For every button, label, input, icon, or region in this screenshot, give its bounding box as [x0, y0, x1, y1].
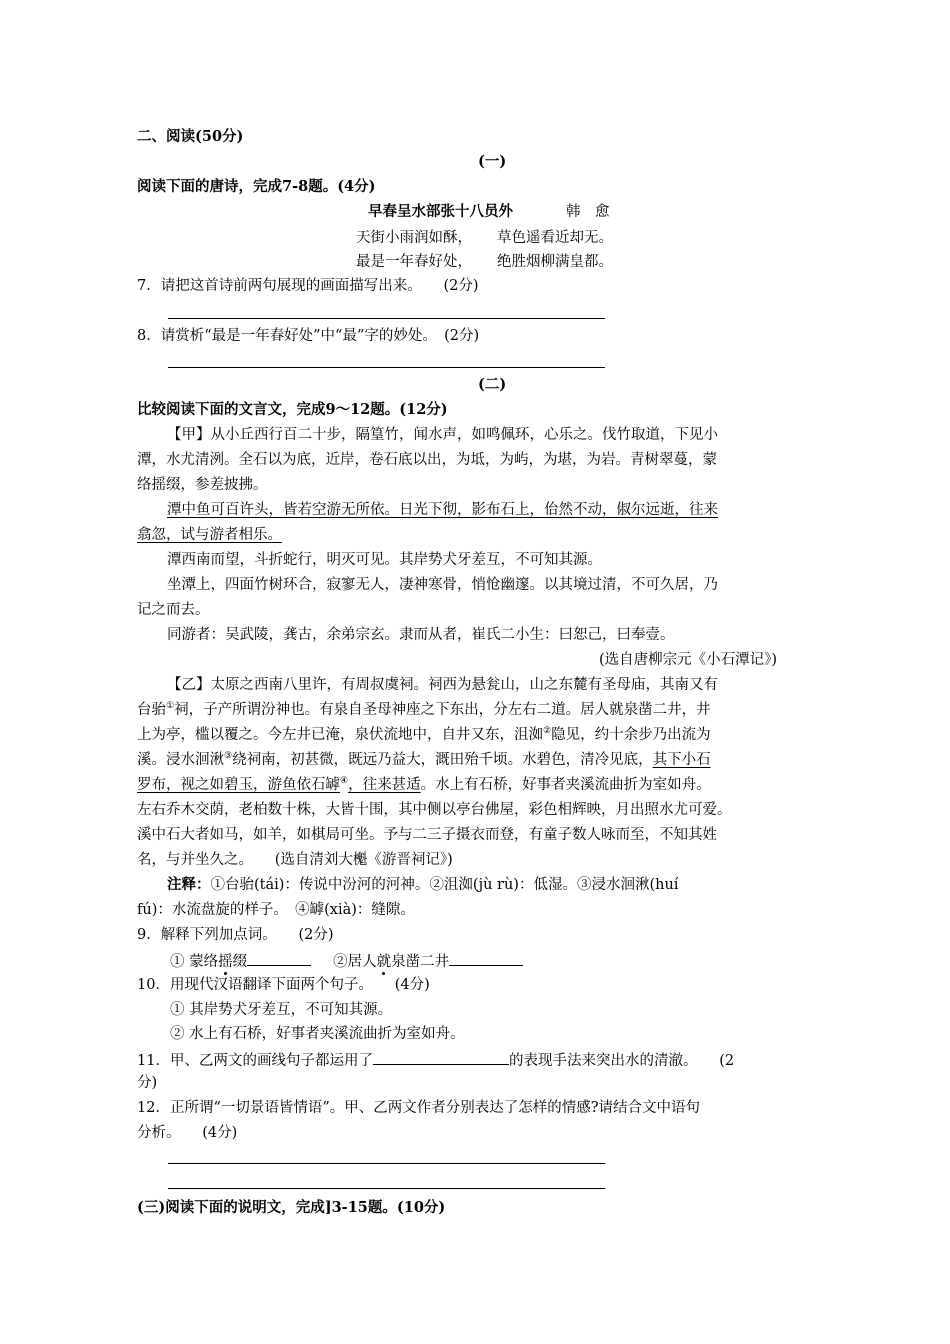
section-heading: 二、阅读(50分) [137, 128, 244, 145]
question-12-cont: 分析。 (4分) [137, 1125, 238, 1141]
q9-blank-1[interactable] [247, 950, 311, 966]
answer-line-8[interactable] [168, 367, 605, 368]
question-12: 12．正所谓“一切景语皆情语”。甲、乙两文作者分别表达了怎样的情感?请结合文中语句 [137, 1100, 701, 1116]
note-ref-3: ③ [224, 751, 233, 762]
q9-dotted-word-1: 摇 [218, 954, 233, 970]
jia-line-7: 坐潭上，四面竹树环合，寂寥无人，凄神寒骨，悄怆幽邃。以其境过清，不可久居，乃 [167, 577, 718, 593]
q9-item-2: ②居人 [333, 954, 377, 970]
jia-line-6: 潭西南而望，斗折蛇行，明灭可见。其岸势犬牙差互，不可知其源。 [167, 552, 602, 568]
q11-text: 的表现手法来突出水的清澈。 (2 [508, 1053, 735, 1069]
yi-text: 。水上有石桥，好事者夹溪流曲折为室如舟。 [420, 777, 711, 793]
yi-text: 溪。浸水洄湫 [137, 752, 224, 768]
q10-sentence-2: ② 水上有石桥，好事者夹溪流曲折为室如舟。 [170, 1026, 465, 1042]
part2-instruction: 比较阅读下面的文言文，完成9～12题。(12分) [137, 401, 448, 418]
q11-text: 11．甲、乙两文的画线句子都运用了 [137, 1053, 373, 1069]
yi-underlined-text: 其下小石 [652, 752, 711, 768]
jia-line-2: 潭，水尤清洌。全石以为底，近岸，卷石底以出，为坻，为屿，为堪，为岩。青树翠蔓，蒙 [137, 452, 717, 468]
poem-line-2b: 绝胜烟柳满皇都。 [497, 254, 613, 270]
q9-item-1: ① 蒙络 [170, 954, 219, 970]
poem-line-1b: 草色遥看近却无。 [497, 230, 613, 246]
yi-text: 上为亭，槛以覆之。今左井已淹，泉伏流地中，自井又东，沮洳 [137, 727, 543, 743]
poem-line-2a: 最是一年春好处， [356, 254, 472, 270]
part3-instruction: (三)阅读下面的说明文，完成]3-15题。(10分) [137, 1199, 446, 1216]
yi-line-7: 溪中石大者如马，如羊，如棋局可坐。予与二三子摄衣而登，有童子数人咏而至，不知其姓 [137, 827, 717, 843]
yi-line-3 [137, 725, 711, 745]
jia-source: (选自唐柳宗元《小石潭记》) [599, 652, 778, 668]
note-ref-1: ① [166, 701, 175, 712]
yi-text: 隐见，约十余步乃出流为 [551, 727, 711, 743]
jia-line-8: 记之而去。 [137, 602, 210, 618]
answer-line-12b[interactable] [168, 1188, 605, 1189]
yi-underlined-text: 罗布，视之如碧玉，游鱼依石罅 [137, 777, 340, 793]
answer-line-7[interactable] [168, 318, 605, 319]
question-7: 7．请把这首诗前两句展现的画面描写出来。 (2分) [137, 278, 479, 294]
yi-text: 台骀 [137, 702, 166, 718]
question-11-cont: 分) [137, 1075, 158, 1091]
q9-blank-2[interactable] [449, 950, 523, 966]
q9-item-2-end: 泉凿二井 [391, 954, 450, 970]
notes-label: 注释： [167, 876, 211, 893]
yi-text: 绕祠南，初甚微，既远乃益大，溉田殆千顷。水碧色，清冷见底， [232, 752, 653, 768]
question-10: 10．用现代汉语翻译下面两个句子。 (4分) [137, 977, 430, 993]
poem-title: 早春呈水部张十八员外 [368, 203, 513, 220]
question-11 [137, 1049, 734, 1071]
yi-line-1: 【乙】太原之西南八里许，有周叔虞祠。祠西为悬瓮山，山之东麓有圣母庙，其南又有 [167, 677, 718, 693]
yi-line-5 [137, 775, 711, 795]
jia-line-5: 翕忽，试与游者相乐。 [137, 527, 282, 543]
note-ref-4: ④ [340, 776, 349, 787]
yi-line-6: 左右乔木交荫，老柏数十株，大皆十围，其中侧以亭台佛屋，彩色相辉映，月出照水尤可爱。 [137, 802, 732, 818]
jia-line-3: 络摇缀，参差披拂。 [137, 477, 268, 493]
yi-text: 祠，子产所谓汾神也。有泉自圣母神座之下东出，分左右二道。居人就泉凿二井，井 [174, 702, 711, 718]
poem-line-1a: 天街小雨润如酥， [356, 230, 472, 246]
yi-line-2 [137, 700, 711, 720]
notes-line-1 [167, 875, 678, 895]
q10-sentence-1: ① 其岸势犬牙差互，不可知其源。 [170, 1002, 393, 1018]
poem-author: 韩 愈 [566, 204, 610, 220]
question-8: 8．请赏析“最是一年春好处”中“最”字的妙处。 (2分) [137, 328, 480, 344]
yi-line-8: 名，与并坐久之。 (选自清刘大櫆《游晋祠记》) [137, 852, 453, 868]
question-9-items [170, 950, 523, 972]
jia-line-1: 【甲】从小丘西行百二十步，隔篁竹，闻水声，如鸣佩环，心乐之。伐竹取道，下见小 [167, 427, 718, 443]
note-ref-2: ② [543, 726, 552, 737]
part1-instruction: 阅读下面的唐诗，完成7-8题。(4分) [137, 178, 376, 195]
yi-underlined-text: ，往来甚适 [348, 777, 421, 793]
q11-blank[interactable] [373, 1049, 509, 1065]
notes-text: ①台骀(tái)：传说中汾河的河神。②沮洳(jù rù)：低湿。③浸水洄湫(huí [210, 877, 679, 893]
question-9: 9．解释下列加点词。 (2分) [137, 927, 334, 943]
part1-marker: (一) [478, 153, 507, 170]
q9-dotted-word-2: 就 [376, 954, 392, 970]
q9-item-1-end: 缀 [232, 954, 248, 970]
notes-line-2: fú)：水流盘旋的样子。 ④罅(xià)：缝隙。 [137, 902, 415, 918]
jia-line-9: 同游者：吴武陵，龚古，余弟宗玄。隶而从者，崔氏二小生：曰恕己，曰奉壹。 [167, 627, 675, 643]
part2-marker: (二) [478, 376, 507, 393]
yi-line-4 [137, 750, 711, 770]
answer-line-12a[interactable] [168, 1163, 605, 1164]
jia-line-4: 潭中鱼可百许头，皆若空游无所依。日光下彻，影布石上，佁然不动，俶尔远逝，往来 [167, 502, 718, 518]
